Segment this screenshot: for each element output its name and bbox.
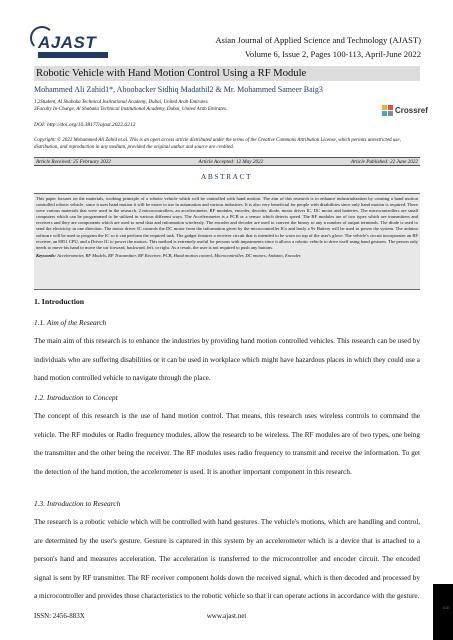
footer-url[interactable]: www.ajast.net (206, 612, 247, 620)
paragraph-research: The research is a robotic vehicle which will be controlled with hand gestures. The vehicle's motions, which are handling and control, are determined by the user's gesture. Gesture is captured in this system by an accelerometer which is a device that is attached to a person's hand and measures acceleration. The acceleration is transferred to the microcontroller and encoder circuit. The encoded signal is sent by RF transmitter. The RF receiver component holds down the received signal, which is then decoded and processed by a microcontroller and provides those characteristics to the robotic vehicle so that it can operate actions in accordance with the gesture. (34, 518, 420, 601)
date-published: Article Published: 22 June 2022 (350, 159, 418, 165)
abstract-heading: ABSTRACT (200, 172, 253, 181)
keywords-label: Keywords: (36, 252, 56, 258)
keywords (36, 253, 418, 259)
abstract-text: This paper focuses on the materials, working principle of a robotic vehicle which will be controlled with hand motion. The aim of this research is to enhance industrialization by creating a hand motion controlled robotic vehicle, since it uses hand motion it will be easier to use in automation and various industries. It is also very beneficial for people with disabilities since only hand motion is required. There were various materials that were used in the research. 2 microcontrollers, an accelerometer, RF modules, encoder, decoder, diode, motor driver IC, DC motor and batteries. The microcontrollers are small computers which can be programmed to be utilized in various different ways. The Accelerometer is a PCB or a sensor which detects speed. The RF modules are of two types which are transmitters and receivers and they are components which are used to send data and information wirelessly. The encoder and decoder are used to convert the binary to any n number of output terminals. The diode is used to send the electricity in one direction. The motor driver IC controls the DC motor from the information given by the microcontroller ICs and lastly a 9v Battery will be used to power the system. The arduino software will be used to program the IC so it can perform the required task. The gadget features a receiver circuit that is intended to be worn on top of the user's glove. The vehicle's circuit incorporates an RF receiver, an 8051 CPU, and a Driver IC to power the motors. This method is extremely useful for persons with impairments since it allows a robotic vehicle to drive itself using hand gestures. The person only needs to move his hand to move the car forward, backward, left, or right. As a result, the user is not required to push any buttons. (36, 196, 418, 250)
crossref-label: Crossref (395, 106, 428, 115)
section-heading-introduction: 1. Introduction (34, 297, 85, 306)
affiliation-2: 3Faculty In-Charge, Al Shabaka Technical Institutional Academy, Dubai, United Arab Emirates. (34, 107, 228, 112)
date-accepted: Article Accepted: 12 May 2022 (198, 159, 264, 165)
paragraph-aim: The main aim of this research is to enhance the industries by providing hand motion controlled vehicles. This research can be used by individuals who are suffering disabilities or it can be used in workplace which might have hazardous places in which they could use a hand motion controlled vehicle to navigate through the place. (34, 337, 420, 383)
journal-header (215, 34, 421, 61)
subsection-heading-aim: 1.1. Aim of the Research (34, 318, 107, 327)
paragraph-concept: The concept of this research is the use of hand motion control. That means, this research uses wireless controls to command the vehicle. The RF modules or Radio frequency modules, allow the research to be wireless. The RF modules are of two types, one being the transmitter and the other being the receiver. The RF modules uses radio frequency to transmit and receive the information. To get the detection of the hand motion, the accelerometer is used. It is another important component in this research. (34, 412, 420, 476)
journal-name: Asian Journal of Applied Science and Technology (AJAST) (215, 35, 421, 45)
logo-bar (38, 52, 108, 58)
footer-issn: ISSN: 2456-883X (34, 612, 85, 620)
copyright-notice: Copyright: © 2022 Mohammed Ali Zahid et.al. This is an open access article distributed under the terms of the Creative Commons Attribution License, which permits unrestricted use, distribution, and reproduction in any medium, provided the original author and source are credited. (34, 138, 401, 150)
affiliations (34, 99, 227, 113)
paper-title: Robotic Vehicle with Hand Motion Control Using a RF Module (34, 66, 420, 81)
date-received: Article Received: 25 February 2022 (36, 159, 111, 165)
journal-issue: Volume 6, Issue 2, Pages 100-113, April-June 2022 (244, 48, 421, 59)
subsection-heading-research: 1.3. Introduction to Research (34, 499, 121, 508)
authors: Mohammed Ali Zahid1*, Aboobacker Sidhiq Madathil2 & Mr. Mohammed Sameer Baig3 (34, 85, 323, 94)
page-number: 100 (442, 605, 449, 610)
crossref-badge[interactable] (382, 103, 426, 119)
subsection-heading-concept: 1.2. Introduction to Concept (34, 393, 118, 402)
crossref-icon (382, 105, 394, 117)
abstract-box (34, 193, 420, 290)
doi-link[interactable]: DOI: http://doi.org/10.38177/ajast.2022.6212 (34, 122, 136, 128)
affiliation-1: 1,2Student, Al Shabaka Technical Institutional Academy, Dubai, United Arab Emirates. (34, 100, 209, 105)
article-dates (34, 157, 420, 166)
page-number-tab (433, 584, 453, 640)
keywords-list: Accelerometer, RF Models, RF Transmitter, RF Receiver, PCB, Hand motion control, Microcontroller, DC motors, Arduino, Encoder. (57, 252, 302, 258)
logo-text: AJAST (38, 33, 97, 52)
